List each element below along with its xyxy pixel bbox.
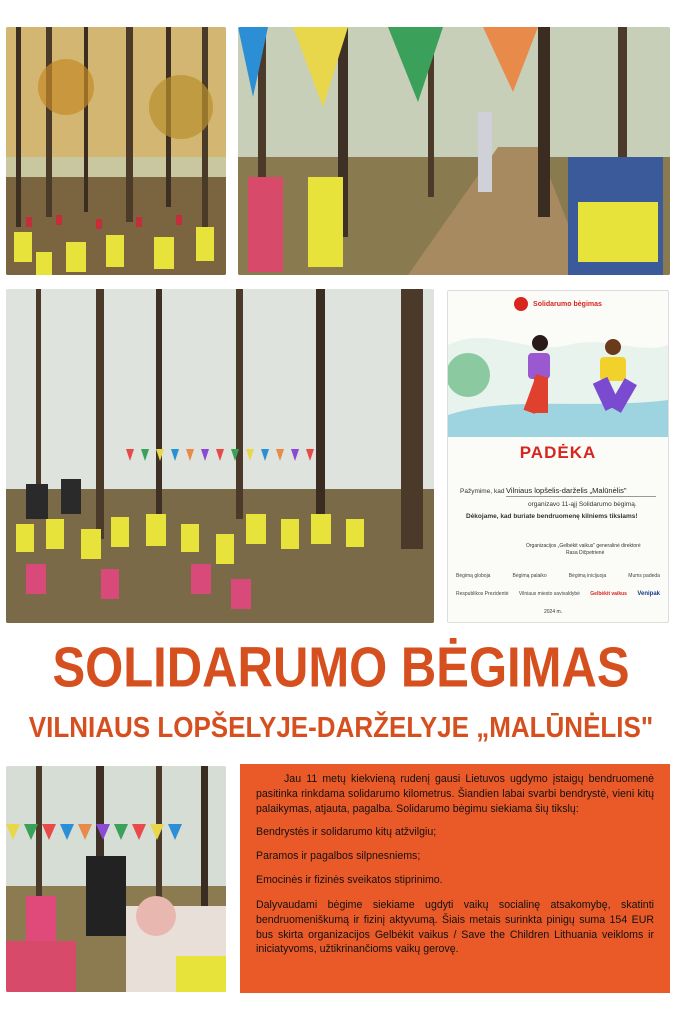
certificate-logo	[448, 297, 668, 311]
group-photo	[6, 289, 434, 623]
certificate-signature-name: Rasa Dičpetrienė	[566, 550, 605, 556]
forest-trees-graphic	[6, 27, 226, 275]
certificate-org-name: Solidarumo bėgimas	[533, 300, 602, 308]
close-up-graphic	[6, 766, 226, 992]
closing-paragraph: Dalyvaudami bėgime siekiame ugdyti vaikų socialinę atsakomybę, skatinti bendruomeniškumą ir fizinį aktyvumą. Šiais metais surinkta pinigų suma 154 EUR bus skirta organizacijos Gelbėkit vaikus / Save the Children Lithuania veikloms ir iniciatyvoms, užtikrinančioms vaikų gerovę.	[256, 898, 654, 956]
children-close-up-photo	[6, 766, 226, 992]
footer-label: Bėgimą palaiko	[512, 573, 547, 579]
page-subtitle: VILNIAUS LOPŠELYJE-DARŽELYJE „MALŪNĖLIS"	[28, 710, 654, 744]
certificate-line-3: Dėkojame, kad buriate bendruomenę kilniems tikslams!	[466, 513, 638, 520]
footer-logo: Venipak	[637, 591, 660, 597]
goal-item: Emocinės ir fizinės sveikatos stiprinimo.	[256, 874, 443, 887]
certificate	[447, 290, 669, 623]
runners-illustration	[448, 315, 668, 437]
footer-label: Mums padeda	[628, 573, 660, 579]
certificate-signature-title: Organizacijos „Gelbėkit vaikus" generalinė direktorė	[526, 543, 641, 549]
page-title: SOLIDARUMO BĖGIMAS	[52, 636, 630, 700]
certificate-logos	[456, 591, 660, 597]
certificate-line-2: organizavo 11-ąjį Solidarumo bėgimą.	[528, 501, 637, 508]
certificate-footer	[456, 573, 660, 579]
certificate-title: PADĖKA	[519, 443, 597, 462]
footer-label: Bėgimą globoja	[456, 573, 491, 579]
heart-logo-icon	[514, 297, 528, 311]
certificate-year: 2024 m.	[544, 609, 563, 615]
goal-item: Paramos ir pagalbos silpnesniems;	[256, 850, 421, 863]
footer-label: Bėgimą inicijuoja	[568, 573, 607, 579]
intro-paragraph: Jau 11 metų kiekvieną rudenį gausi Lietuvos ugdymo įstaigų bendruomenė pasitinka rinkdama solidarumo kilometrus. Šiandien labai svarbi bendrystė, vieni kitų palaikymas, atjauta, pagalba. Solidarumo bėgimu siekiama šių tikslų:	[256, 773, 654, 815]
certificate-recipient: Vilniaus lopšelis-darželis „Malūnėlis"	[506, 486, 656, 497]
footer-logo: Gelbėkit vaikus	[590, 591, 627, 597]
certificate-prefix: Pažymime, kad	[460, 488, 505, 495]
forest-path-graphic	[238, 27, 670, 275]
goal-item: Bendrystės ir solidarumo kitų atžvilgiu;	[256, 826, 437, 839]
description-box	[240, 764, 670, 993]
group-forest-graphic	[6, 289, 434, 623]
children-circle-photo	[6, 27, 226, 275]
footer-logo: Vilniaus miesto savivaldybė	[518, 591, 580, 597]
children-running-photo	[238, 27, 670, 275]
footer-logo: Respublikos Prezidentė	[456, 591, 509, 597]
